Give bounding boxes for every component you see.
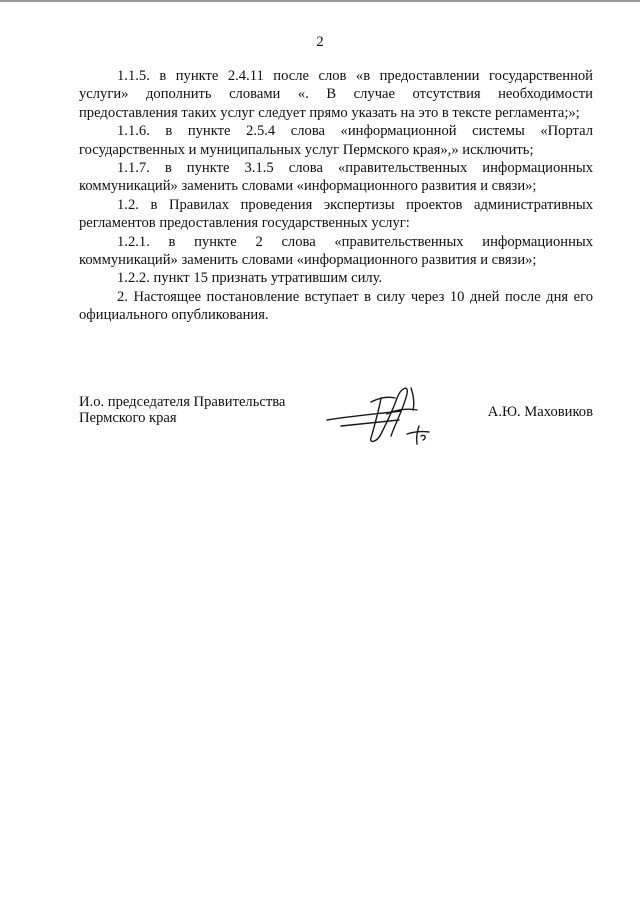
paragraph-2: 2. Настоящее постановление вступает в силу через 10 дней после дня его официального опубликования. <box>79 288 593 324</box>
signer-title-line-1: И.о. председателя Правительства <box>79 394 286 410</box>
signer-title-line-2: Пермского края <box>79 410 177 426</box>
paragraph-1-1-6: 1.1.6. в пункте 2.5.4 слова «информационной системы «Портал государственных и муниципальных услуг Пермского края»,» исключить; <box>79 123 593 158</box>
signer-name: А.Ю. Маховиков <box>487 404 593 420</box>
signature-block <box>79 380 593 460</box>
signer-title <box>79 394 285 426</box>
paragraph-1-2-2: 1.2.2. пункт 15 признать утратившим силу. <box>117 270 383 287</box>
paragraph-1-1-7: 1.1.7. в пункте 3.1.5 слова «правительственных информационных коммуникаций» заменить словами «информационного развития и связи»; <box>79 160 593 195</box>
page-top-edge <box>0 0 640 2</box>
handwritten-signature-icon <box>321 380 451 452</box>
paragraph-1-2: 1.2. в Правилах проведения экспертизы проектов административных регламентов предоставления государственных услуг: <box>79 196 593 232</box>
page-number: 2 <box>316 34 324 50</box>
paragraph-1-1-5: 1.1.5. в пункте 2.4.11 после слов «в предоставлении государственной услуги» дополнить словами «. В случае отсутствия необходимости предоставления таких услуг следует прямо указать на это в тексте регламента;»; <box>79 68 593 121</box>
document-body <box>79 67 593 325</box>
paragraph-1-2-1: 1.2.1. в пункте 2 слова «правительственных информационных коммуникаций» заменить словами «информационного развития и связи»; <box>79 233 593 269</box>
